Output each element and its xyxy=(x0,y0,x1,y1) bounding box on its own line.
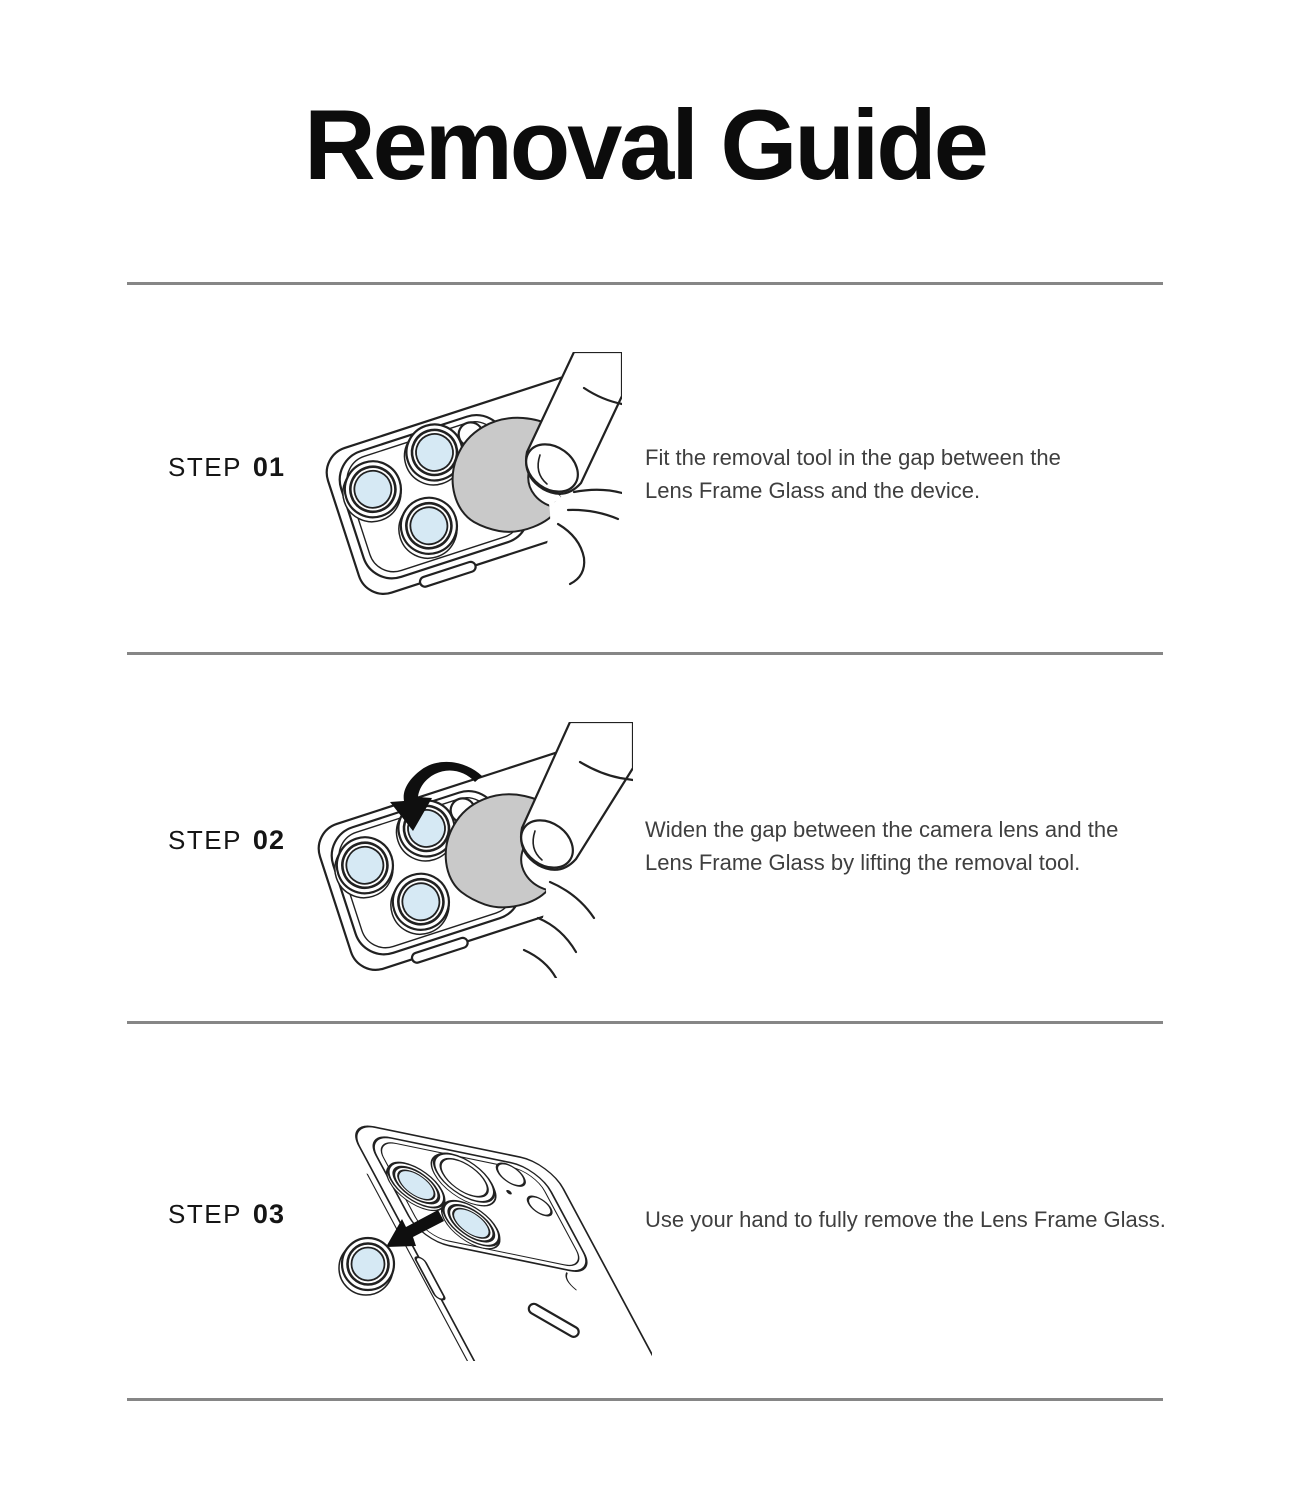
phone-with-tool-inserted-icon xyxy=(312,352,622,600)
step-1-word: STEP xyxy=(168,452,242,482)
step-3-number: 03 xyxy=(252,1199,285,1229)
step-3-word: STEP xyxy=(168,1199,242,1229)
step-2-illustration xyxy=(298,722,633,978)
step-1-desc-line-2: Lens Frame Glass and the device. xyxy=(645,478,981,503)
step-3-desc-line-1: Use your hand to fully remove the Lens Frame Glass. xyxy=(645,1207,1166,1232)
step-3-label xyxy=(168,1199,285,1230)
detached-lens-protector xyxy=(339,1238,394,1295)
phone-body xyxy=(338,1120,652,1361)
step-3-illustration xyxy=(332,1116,652,1361)
divider-after-step-2 xyxy=(127,1021,1163,1024)
divider-bottom xyxy=(127,1398,1163,1401)
step-2-label xyxy=(168,825,285,856)
divider-top xyxy=(127,282,1163,285)
phone-with-tool-lifting-icon xyxy=(298,722,633,978)
step-1-illustration xyxy=(312,352,622,600)
step-2-number: 02 xyxy=(252,825,285,855)
step-2-desc-line-2: Lens Frame Glass by lifting the removal tool. xyxy=(645,850,1081,875)
step-3-description xyxy=(645,1203,1166,1236)
step-2-description xyxy=(645,813,1118,879)
page-title: Removal Guide xyxy=(304,89,986,200)
phone-with-detached-lens-icon xyxy=(332,1116,652,1361)
step-2-word: STEP xyxy=(168,825,242,855)
step-1-label xyxy=(168,452,285,483)
step-1-number: 01 xyxy=(252,452,285,482)
step-1-description xyxy=(645,441,1061,507)
step-1-desc-line-1: Fit the removal tool in the gap between the xyxy=(645,445,1061,470)
divider-after-step-1 xyxy=(127,652,1163,655)
step-2-desc-line-1: Widen the gap between the camera lens and the xyxy=(645,817,1119,842)
